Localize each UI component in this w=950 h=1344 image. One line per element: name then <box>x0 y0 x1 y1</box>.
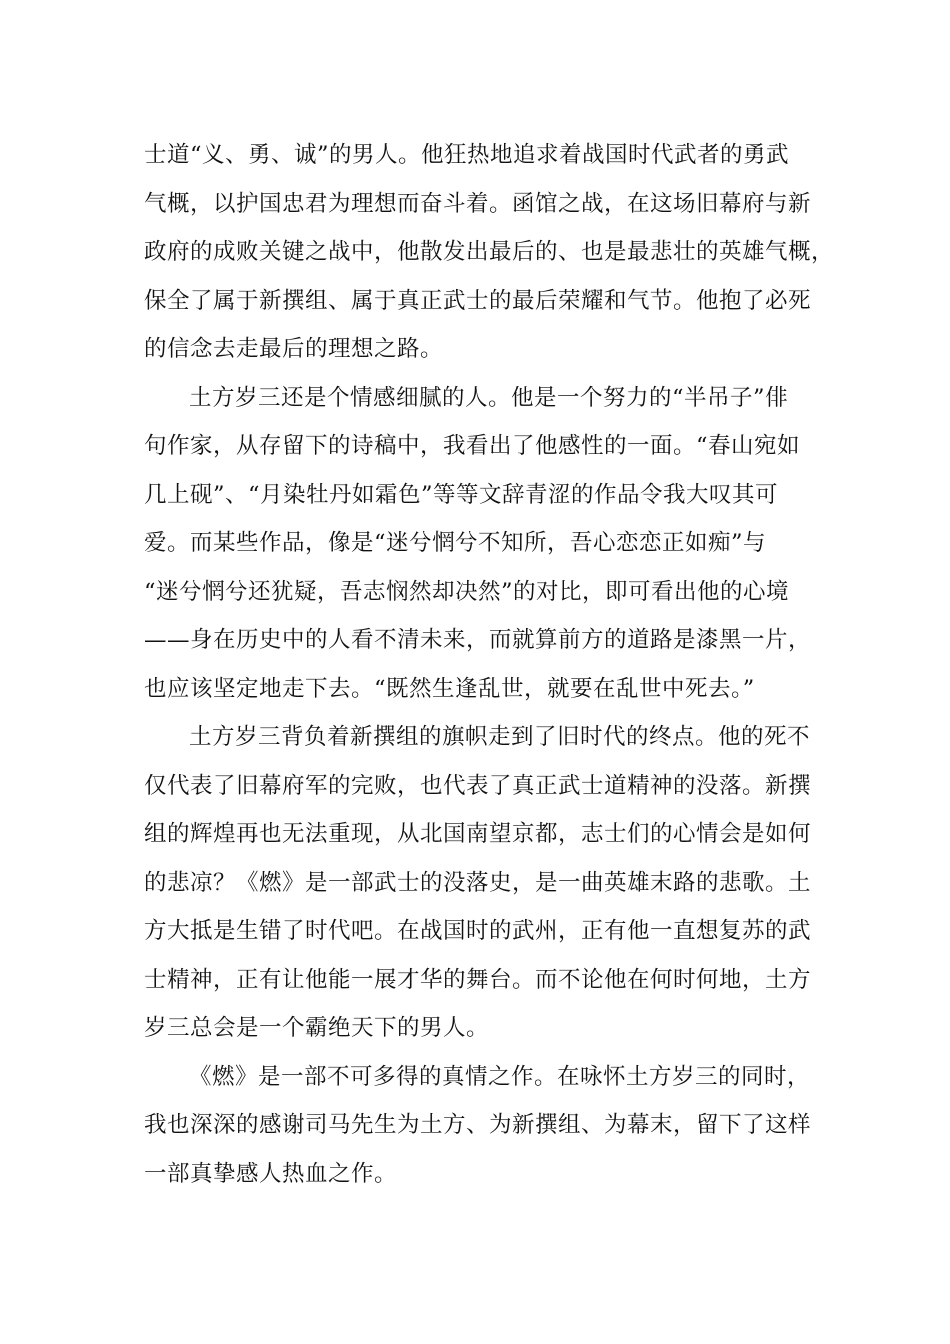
text-line: 仅代表了旧幕府军的完败，也代表了真正武士道精神的没落。新撰 <box>144 772 812 799</box>
paragraph-first-line: 土方岁三背负着新撰组的旗帜走到了旧时代的终点。他的死不 <box>189 724 811 750</box>
text-line: 爱。而某些作品，像是“迷兮惘兮不知所，吾心恋恋正如痴”与 <box>144 530 767 556</box>
text-line: 一部真挚感人热血之作。 <box>144 1160 398 1187</box>
paragraph-first-line: 《燃》是一部不可多得的真情之作。在咏怀土方岁三的同时， <box>189 1063 811 1090</box>
paragraph-first-line: 土方岁三还是个情感细腻的人。他是一个努力的“半吊子”俳 <box>189 384 789 411</box>
text-line: “迷兮惘兮还犹疑，吾志悯然却决然”的对比，即可看出他的心境 <box>144 578 790 605</box>
text-line: 士精神，正有让他能一展才华的舞台。而不论他在何时何地，土方 <box>144 966 812 993</box>
text-line: 岁三总会是一个霸绝天下的男人。 <box>144 1015 490 1041</box>
text-line: 也应该坚定地走下去。“既然生逢乱世，就要在乱世中死去。” <box>144 675 755 702</box>
text-line: 我也深深的感谢司马先生为土方、为新撰组、为幕末，留下了这样 <box>144 1112 812 1138</box>
text-line: 方大抵是生错了时代吧。在战国时的武州，正有他一直想复苏的武 <box>144 918 812 944</box>
text-line: 组的辉煌再也无法重现，从北国南望京都，志士们的心情会是如何 <box>144 821 812 847</box>
text-line: 士道“义、勇、诚”的男人。他狂热地追求着战国时代武者的勇武 <box>144 142 790 168</box>
text-line: 保全了属于新撰组、属于真正武士的最后荣耀和气节。他抱了必死 <box>144 287 812 314</box>
document-body <box>144 131 835 1198</box>
text-line: 的悲凉？《燃》是一部武士的没落史，是一曲英雄末路的悲歌。土 <box>144 869 812 896</box>
text-line: 的信念去走最后的理想之路。 <box>144 336 444 362</box>
text-line: ——身在历史中的人看不清未来，而就算前方的道路是漆黑一片， <box>144 627 812 653</box>
text-line: 政府的成败关键之战中，他散发出最后的、也是最悲壮的英雄气概， <box>144 239 835 265</box>
text-line: 几上砚”、“月染牡丹如霜色”等等文辞青涩的作品令我大叹其可 <box>144 481 779 508</box>
text-line: 句作家，从存留下的诗稿中，我看出了他感性的一面。“春山宛如 <box>144 433 801 459</box>
text-line: 气概，以护国忠君为理想而奋斗着。函馆之战，在这场旧幕府与新 <box>144 190 812 217</box>
